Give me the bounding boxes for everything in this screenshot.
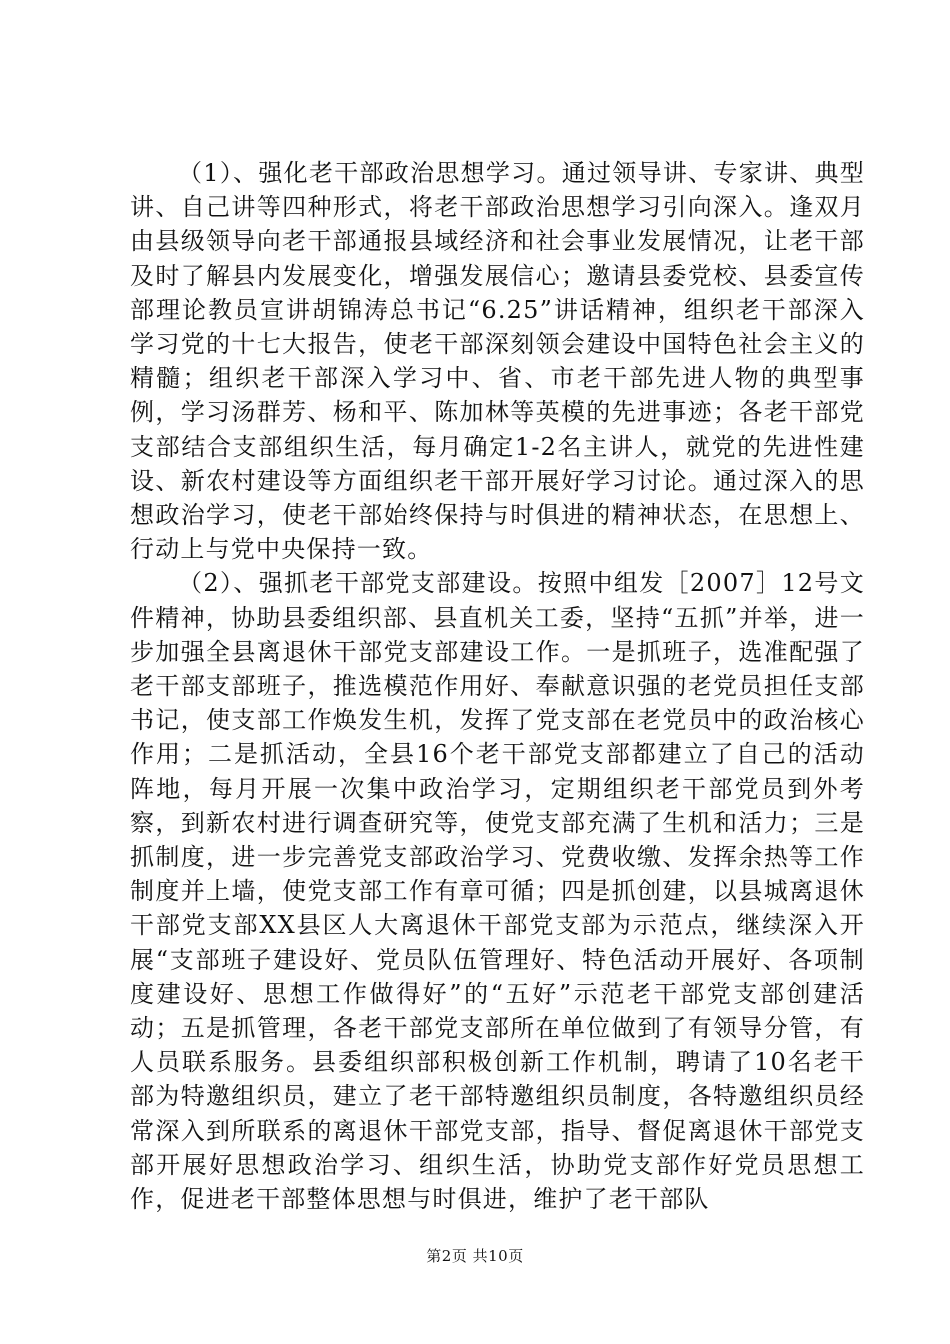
document-body bbox=[130, 156, 865, 1216]
paragraph-political-study: （1）、强化老干部政治思想学习。通过领导讲、专家讲、典型讲、自己讲等四种形式，将老干部政治思想学习引向深入。逢双月由县级领导向老干部通报县域经济和社会事业发展情况，让老干部及时了解县内发展变化，增强发展信心；邀请县委党校、县委宣传部理论教员宣讲胡锦涛总书记“6.25”讲话精神，组织老干部深入学习党的十七大报告，使老干部深刻领会建设中国特色社会主义的精髓；组织老干部深入学习中、省、市老干部先进人物的典型事例，学习汤群芳、杨和平、陈加林等英模的先进事迹；各老干部党支部结合支部组织生活，每月确定1-2名主讲人，就党的先进性建设、新农村建设等方面组织老干部开展好学习讨论。通过深入的思想政治学习，使老干部始终保持与时俱进的精神状态，在思想上、行动上与党中央保持一致。 bbox=[130, 159, 865, 564]
paragraph-party-branch: （2）、强抓老干部党支部建设。按照中组发［2007］12号文件精神，协助县委组织部、县直机关工委，坚持“五抓”并举，进一步加强全县离退休干部党支部建设工作。一是抓班子，选准配强了老干部支部班子，推选模范作用好、奉献意识强的老党员担任支部书记，使支部工作焕发生机，发挥了党支部在老党员中的政治核心作用；二是抓活动，全县16个老干部党支部都建立了自己的活动阵地，每月开展一次集中政治学习，定期组织老干部党员到外考察，到新农村进行调查研究等，使党支部充满了生机和活力；三是抓制度，进一步完善党支部政治学习、党费收缴、发挥余热等工作制度并上墙，使党支部工作有章可循；四是抓创建，以县城离退休干部党支部XX县区人大离退休干部党支部为示范点，继续深入开展“支部班子建设好、党员队伍管理好、特色活动开展好、各项制度建设好、思想工作做得好”的“五好”示范老干部党支部创建活动；五是抓管理，各老干部党支部所在单位做到了有领导分管，有人员联系服务。县委组织部积极创新工作机制，聘请了10名老干部为特邀组织员，建立了老干部特邀组织员制度，各特邀组织员经常深入到所联系的离退休干部党支部，指导、督促离退休干部党支部开展好思想政治学习、组织生活，协助党支部作好党员思想工作，促进老干部整体思想与时俱进，维护了老干部队 bbox=[130, 569, 865, 1214]
page-number-footer: 第2页 共10页 bbox=[426, 1247, 524, 1265]
